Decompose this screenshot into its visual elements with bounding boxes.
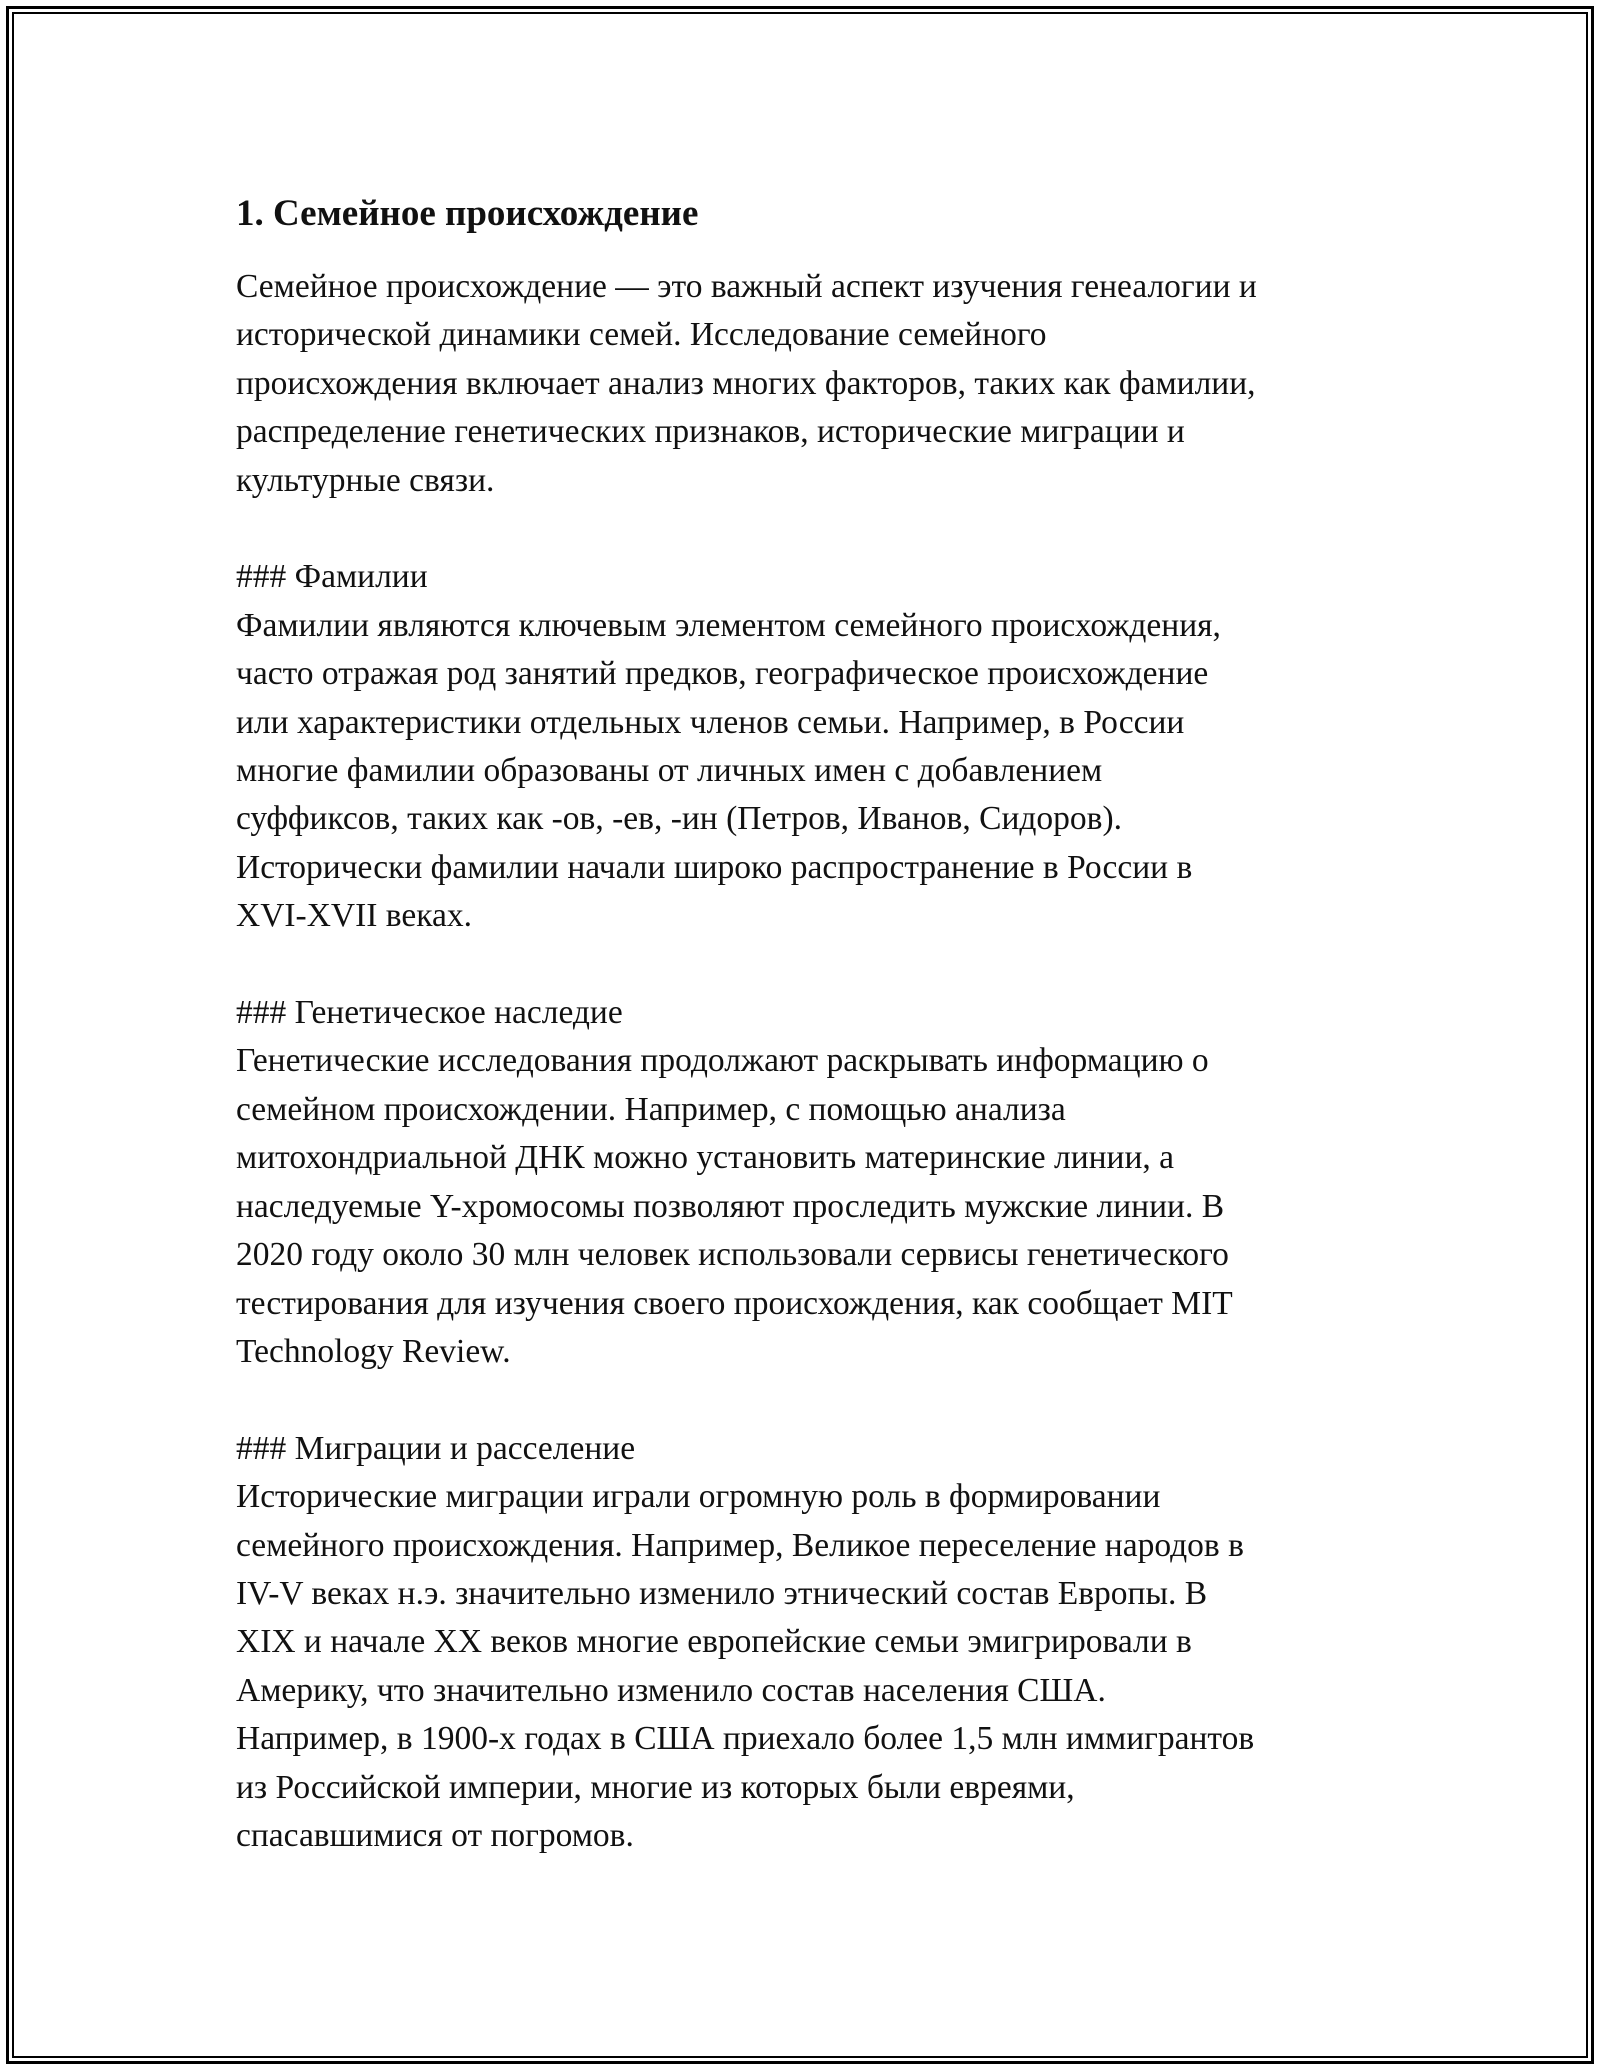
document-title: 1. Семейное происхождение [236, 193, 699, 234]
section-body-migrations: Исторические миграции играли огромную роль в формировании семейного происхождения. Например, Великое переселение народов в IV-V веках н.э. значительно изменило этнический состав Европы. В XIX и начале XX веков многие европейские семьи эмигрировали в Америку, что значительно изменило состав населения США. Например, в 1900-х годах в США приехало более 1,5 млн иммигрантов из Российской империи, многие из которых были евреями, спасавшимися от погромов. [236, 1478, 1255, 1854]
section-heading-surnames: ### Фамилии [236, 558, 428, 596]
section-heading-migrations: ### Миграции и расселение [236, 1429, 636, 1467]
section-migrations [236, 1425, 1376, 1861]
section-body-surnames: Фамилии являются ключевым элементом семейного происхождения, часто отражая род занятий предков, географическое происхождение или характеристики отдельных членов семьи. Например, в России многие фамилии образованы от личных имен с добавлением суффиксов, таких как -ов, -ев, -ин (Петров, Иванов, Сидоров). Исторически фамилии начали широко распространение в России в XVI-XVII веках. [236, 606, 1221, 935]
section-body-genetic-heritage: Генетические исследования продолжают раскрывать информацию о семейном происхождении. Например, с помощью анализа митохондриальной ДНК можно установить материнские линии, а наследуемые Y-хромосомы позволяют проследить мужские линии. В 2020 году около 30 млн человек использовали сервисы генетического тестирования для изучения своего происхождения, как сообщает MIT Technology Review. [236, 1042, 1233, 1370]
intro-paragraph: Семейное происхождение — это важный аспект изучения генеалогии и исторической динамики семей. Исследование семейного происхождения включает анализ многих факторов, таких как фамилии, распределение генетических признаков, исторические миграции и культурные связи. [236, 268, 1257, 499]
document-page [236, 185, 1376, 1860]
section-surnames [236, 553, 1376, 940]
section-genetic-heritage [236, 989, 1376, 1376]
section-heading-genetic-heritage: ### Генетическое наследие [236, 994, 623, 1032]
